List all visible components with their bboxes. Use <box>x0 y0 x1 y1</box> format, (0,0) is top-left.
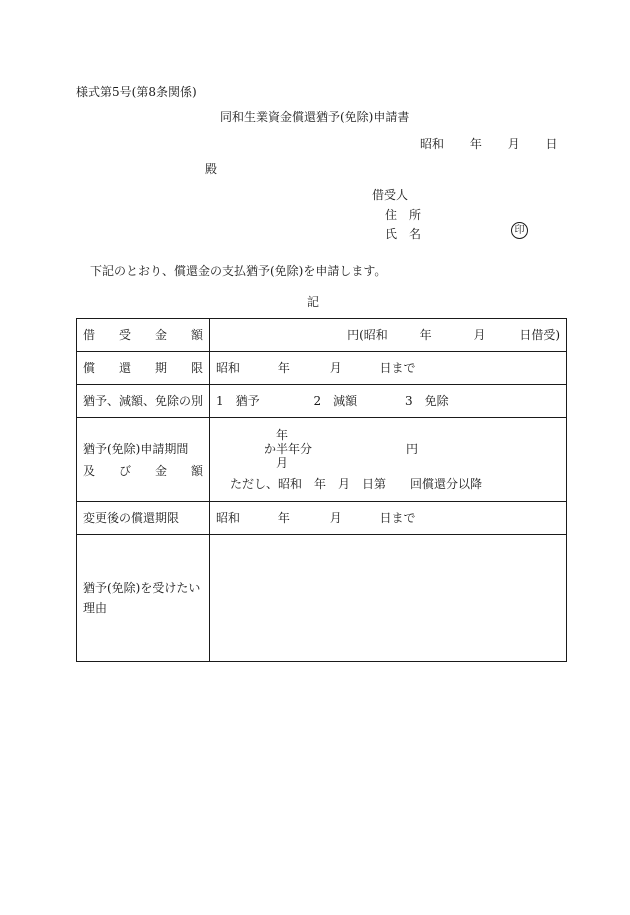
repay-era: 昭和 <box>216 361 241 375</box>
value-loan-amount[interactable] <box>210 319 567 352</box>
changed-era: 昭和 <box>216 511 241 525</box>
period-half-year: か半年分 <box>264 441 313 456</box>
label-char: び <box>119 463 132 478</box>
row-application-period <box>77 418 567 502</box>
loan-year: 年 <box>419 328 432 342</box>
form-number: 様式第5号(第8条関係) <box>76 85 197 99</box>
address-label: 住 所 <box>385 208 422 222</box>
row-repayment-period <box>77 352 567 385</box>
label-application-period <box>77 418 210 502</box>
document-title: 同和生業資金償還猶予(免除)申請書 <box>220 110 410 124</box>
row-changed-period <box>77 502 567 535</box>
intro-text: 下記のとおり、償還金の支払猶予(免除)を申請します。 <box>90 264 387 278</box>
addressee-suffix: 殿 <box>205 162 218 176</box>
value-application-period[interactable] <box>210 418 567 502</box>
borrower-label: 借受人 <box>372 188 409 202</box>
repay-year: 年 <box>277 361 290 375</box>
label-char: 及 <box>83 463 96 478</box>
label-category: 猶予、減額、免除の別 <box>77 385 210 418</box>
label-char: 額 <box>191 463 204 478</box>
option-reduction[interactable]: 2 減額 <box>313 394 358 408</box>
changed-day: 日まで <box>379 511 416 525</box>
repay-month: 月 <box>329 361 342 375</box>
period-year: 年 <box>276 427 289 442</box>
label-char: 還 <box>119 361 132 375</box>
date-era: 昭和 <box>420 137 445 151</box>
label-line1: 猶予(免除)申請期間 <box>83 441 189 456</box>
period-proviso: ただし、昭和 年 月 日第 回償還分以降 <box>230 476 483 491</box>
value-category[interactable] <box>210 385 567 418</box>
label-char: 額 <box>191 328 204 342</box>
ki-heading: 記 <box>307 295 320 309</box>
label-loan-amount <box>77 319 210 352</box>
label-char: 期 <box>155 361 168 375</box>
row-loan-amount <box>77 319 567 352</box>
label-char: 金 <box>155 328 168 342</box>
label-char: 受 <box>119 328 132 342</box>
label-char: 金 <box>155 463 168 478</box>
date-month: 月 <box>507 137 520 151</box>
option-exemption[interactable]: 3 免除 <box>404 394 449 408</box>
label-changed-period: 変更後の償還期限 <box>77 502 210 535</box>
date-day: 日 <box>545 137 558 151</box>
changed-year: 年 <box>277 511 290 525</box>
seal-mark: 印 <box>511 222 528 239</box>
changed-month: 月 <box>329 511 342 525</box>
repay-day: 日まで <box>379 361 416 375</box>
application-table <box>76 318 567 662</box>
value-reason[interactable] <box>210 535 567 662</box>
loan-month: 月 <box>473 328 486 342</box>
date-year: 年 <box>469 137 482 151</box>
yen-era: 円(昭和 <box>347 328 388 342</box>
loan-day: 日借受) <box>519 328 560 342</box>
label-char: 限 <box>191 361 204 375</box>
option-deferral[interactable]: 1 猶予 <box>216 394 260 408</box>
row-reason <box>77 535 567 662</box>
label-line2 <box>83 464 203 478</box>
label-reason: 猶予(免除)を受けたい理由 <box>77 535 210 662</box>
label-char: 借 <box>83 328 96 342</box>
label-repayment-period <box>77 352 210 385</box>
period-month: 月 <box>276 455 289 470</box>
application-date <box>420 137 558 151</box>
label-char: 償 <box>83 361 96 375</box>
period-yen: 円 <box>406 441 419 456</box>
value-repayment-period[interactable] <box>210 352 567 385</box>
row-category <box>77 385 567 418</box>
name-label: 氏 名 <box>385 227 422 241</box>
value-changed-period[interactable] <box>210 502 567 535</box>
